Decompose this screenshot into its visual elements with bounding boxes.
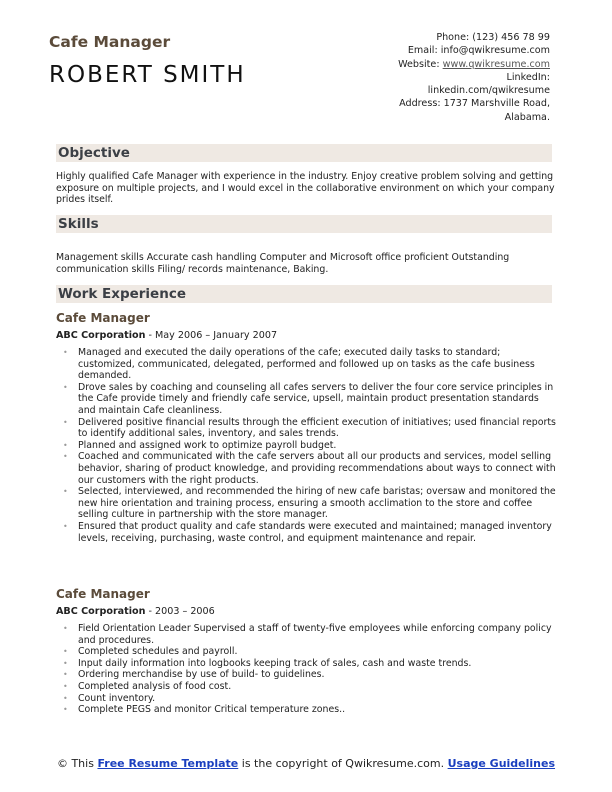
list-item: • Count inventory. bbox=[56, 693, 556, 705]
candidate-name: ROBERT SMITH bbox=[49, 62, 246, 88]
website-link[interactable]: www.qwikresume.com bbox=[442, 58, 550, 70]
job-role: Cafe Manager bbox=[56, 587, 150, 601]
section-heading-skills: Skills bbox=[56, 215, 552, 233]
job-bullets bbox=[56, 347, 556, 544]
job-company-line bbox=[56, 330, 277, 341]
website-label: Website: bbox=[398, 58, 443, 70]
section-heading-work-experience: Work Experience bbox=[56, 285, 552, 303]
contact-address-line1: Address: 1737 Marshville Road, bbox=[399, 98, 550, 110]
job-dates: - May 2006 – January 2007 bbox=[145, 330, 278, 341]
contact-website bbox=[350, 58, 550, 71]
list-item: • Ordering merchandise by use of build- to guidelines. bbox=[56, 669, 556, 681]
job-dates: - 2003 – 2006 bbox=[145, 606, 215, 617]
list-item: • Selected, interviewed, and recommended the hiring of new cafe baristas; oversaw and monitored the new hire orientation and training process, ensuring a smooth acclimation to the store and coffee selling culture in partnership with the store manager. bbox=[56, 486, 556, 521]
contact-email: Email: info@qwikresume.com bbox=[407, 45, 550, 57]
footer-prefix: © This bbox=[56, 757, 98, 770]
list-item: • Field Orientation Leader Supervised a staff of twenty-five employees while enforcing company policy and procedures. bbox=[56, 623, 556, 646]
footer bbox=[0, 757, 612, 771]
skills-text: Management skills Accurate cash handling Computer and Microsoft office proficient Outstanding communication skills Filing/ records maintenance, Baking. bbox=[56, 252, 510, 275]
objective-text: Highly qualified Cafe Manager with experience in the industry. Enjoy creative problem solving and getting exposure on multiple projects, and I would excel in the collaborative environment on which your company prides itself. bbox=[56, 171, 555, 206]
free-resume-template-link[interactable]: Free Resume Template bbox=[97, 757, 239, 770]
job-company-line bbox=[56, 606, 215, 617]
list-item: • Delivered positive financial results through the efficient execution of initiatives; used financial reports to identify additional sales, inventory, and sales trends. bbox=[56, 417, 556, 440]
usage-guidelines-link[interactable]: Usage Guidelines bbox=[447, 757, 556, 770]
list-item: • Input daily information into logbooks keeping track of sales, cash and waste trends. bbox=[56, 658, 556, 670]
contact-phone: Phone: (123) 456 78 99 bbox=[436, 32, 550, 43]
footer-middle: is the copyright of Qwikresume.com. bbox=[238, 757, 448, 770]
list-item: • Completed analysis of food cost. bbox=[56, 681, 556, 693]
job-company: ABC Corporation bbox=[56, 330, 146, 341]
contact-block bbox=[350, 31, 550, 124]
list-item: • Complete PEGS and monitor Critical temperature zones.. bbox=[56, 704, 556, 716]
list-item: • Completed schedules and payroll. bbox=[56, 646, 556, 658]
list-item: • Coached and communicated with the cafe servers about all our products and services, model selling behavior, sharing of product knowledge, and providing recommendations about ways to connect with our customers with the right products. bbox=[56, 451, 556, 486]
list-item: • Planned and assigned work to optimize payroll budget. bbox=[56, 440, 556, 452]
job-bullets bbox=[56, 623, 556, 716]
list-item: • Drove sales by coaching and counseling all cafes servers to deliver the four core service principles in the Cafe provide timely and friendly cafe service, upsell, maintain product presentation standards and maintain Cafe cleanliness. bbox=[56, 382, 556, 417]
contact-linkedin-value: linkedin.com/qwikresume bbox=[427, 85, 550, 97]
header-job-title: Cafe Manager bbox=[49, 33, 171, 51]
list-item: • Managed and executed the daily operations of the cafe; executed daily tasks to standard; customized, communicated, delegated, performed and followed up on tasks as the cafe business demanded. bbox=[56, 347, 556, 382]
contact-address-line2: Alabama. bbox=[504, 111, 550, 123]
job-role: Cafe Manager bbox=[56, 311, 150, 325]
job-company: ABC Corporation bbox=[56, 606, 146, 617]
contact-linkedin-label: LinkedIn: bbox=[506, 71, 550, 83]
section-heading-objective: Objective bbox=[56, 144, 552, 162]
list-item: • Ensured that product quality and cafe standards were executed and maintained; managed inventory levels, receiving, purchasing, waste control, and equipment maintenance and repair. bbox=[56, 521, 556, 544]
